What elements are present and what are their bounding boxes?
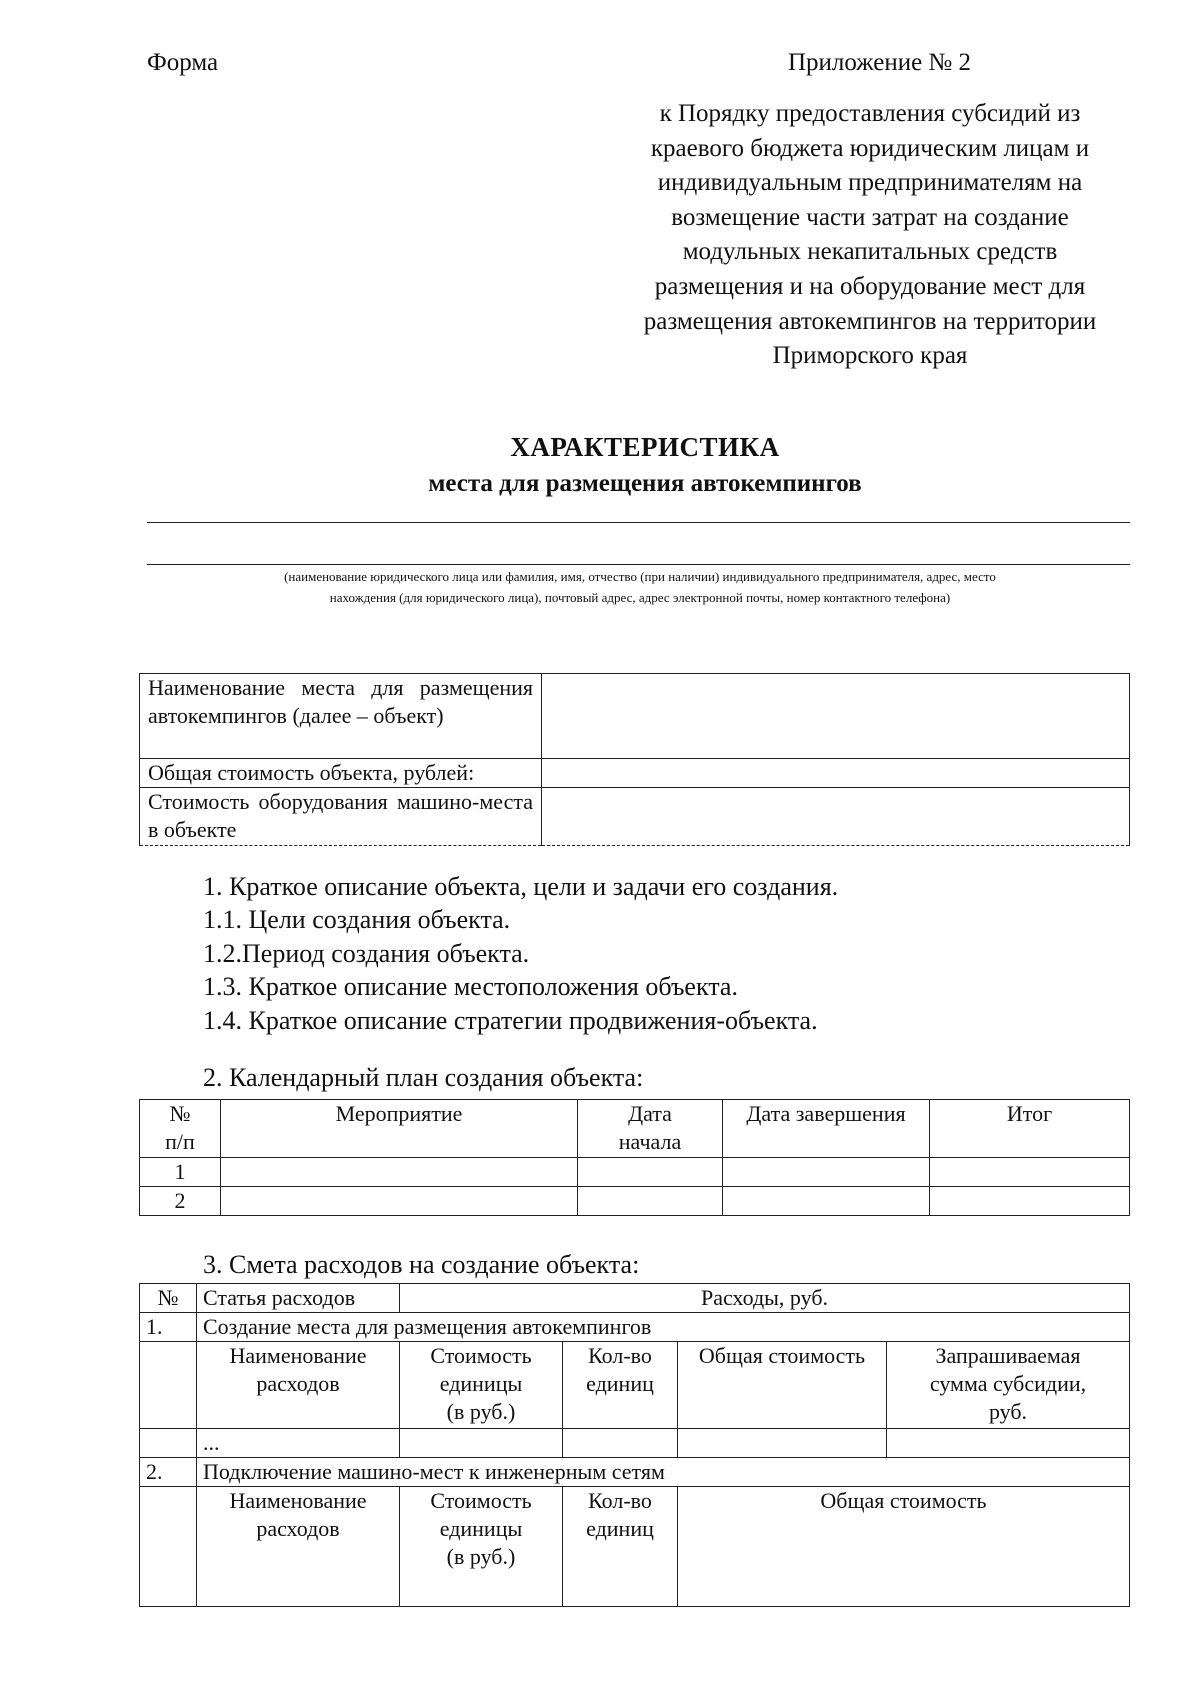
calendar-row-number: 1: [140, 1158, 221, 1187]
appendix-line: к Порядку предоставления субсидий из: [659, 100, 1081, 127]
appendix-line: размещения автокемпингов на территории: [643, 307, 1097, 335]
calendar-cell: [221, 1187, 578, 1216]
budget-cell: [140, 1342, 197, 1429]
budget-sub-quantity: Кол-во единиц: [563, 1487, 678, 1607]
budget-col-item: Статья расходов: [197, 1284, 400, 1313]
budget-sub-unit-cost: Стоимость единицы (в руб.): [400, 1342, 563, 1429]
calendar-col-end: Дата завершения: [723, 1100, 930, 1158]
object-total-cost-value: [542, 759, 1130, 788]
budget-ellipsis: ...: [197, 1429, 400, 1458]
calendar-cell: [578, 1187, 723, 1216]
appendix-line: краевого бюджета юридическим лицам и: [650, 134, 1090, 162]
appendix-number: Приложение № 2: [788, 49, 972, 76]
calendar-cell: [723, 1158, 930, 1187]
calendar-cell: [930, 1158, 1130, 1187]
fill-line: [147, 522, 1130, 523]
budget-sub-name: Наименование расходов: [197, 1487, 400, 1607]
calendar-col-result: Итог: [930, 1100, 1130, 1158]
calendar-col-start: Дата начала: [578, 1100, 723, 1158]
appendix-line: возмещение части затрат на создание: [671, 203, 1069, 231]
budget-section-title: Создание места для размещения автокемпингов: [197, 1313, 1130, 1342]
budget-sub-total: Общая стоимость: [678, 1342, 887, 1429]
calendar-cell: [578, 1158, 723, 1187]
description-item: 1.1. Цели создания объекта.: [203, 905, 511, 935]
appendix-line: размещения и на оборудование мест для: [654, 272, 1086, 300]
caption-line: (наименование юридического лица или фамилия, имя, отчество (при наличии) индивидуального предпринимателя, адрес, место: [284, 569, 996, 584]
budget-cell: [887, 1429, 1130, 1458]
appendix-line: модульных некапитальных средств: [682, 238, 1058, 266]
document-title: ХАРАКТЕРИСТИКА: [510, 432, 780, 462]
budget-cell: [400, 1429, 563, 1458]
calendar-cell: [930, 1187, 1130, 1216]
calendar-col-activity: Мероприятие: [221, 1100, 578, 1158]
budget-cell: [140, 1429, 197, 1458]
calendar-row-number: 2: [140, 1187, 221, 1216]
calendar-cell: [723, 1187, 930, 1216]
calendar-heading: 2. Календарный план создания объекта:: [203, 1063, 644, 1092]
budget-table: [139, 1283, 1130, 1607]
calendar-col-number: № п/п: [140, 1100, 221, 1158]
object-info-table: [139, 673, 1130, 846]
document-subtitle: места для размещения автокемпингов: [428, 470, 862, 497]
budget-sub-quantity: Кол-во единиц: [563, 1342, 678, 1429]
caption-line: нахождения (для юридического лица), почтовый адрес, адрес электронной почты, номер контактного телефона): [329, 590, 951, 605]
fill-line: [147, 564, 1130, 565]
budget-sub-requested: Запрашиваемая сумма субсидии, руб.: [887, 1342, 1130, 1429]
budget-section-number: 2.: [140, 1458, 197, 1487]
calendar-plan-table: [139, 1099, 1130, 1216]
appendix-line: Приморского края: [772, 342, 968, 370]
form-label: Форма: [147, 49, 219, 76]
budget-sub-unit-cost: Стоимость единицы (в руб.): [400, 1487, 563, 1607]
budget-cell: [563, 1429, 678, 1458]
appendix-line: индивидуальным предпринимателям на: [657, 169, 1083, 197]
budget-cell: [678, 1429, 887, 1458]
budget-col-expenses: Расходы, руб.: [400, 1284, 1130, 1313]
budget-sub-total: Общая стоимость: [678, 1487, 1130, 1607]
appendix-reference: [600, 97, 1140, 374]
calendar-cell: [221, 1158, 578, 1187]
object-total-cost-label: Общая стоимость объекта, рублей:: [140, 759, 542, 788]
budget-section-title: Подключение машино-мест к инженерным сетям: [197, 1458, 1130, 1487]
description-item: 1.3. Краткое описание местоположения объекта.: [203, 972, 738, 1002]
object-description-list: [203, 870, 838, 1037]
description-item: 1.2.Период создания объекта.: [203, 938, 530, 968]
description-item: 1. Краткое описание объекта, цели и задачи его создания.: [203, 872, 839, 901]
applicant-caption: [150, 566, 1130, 608]
budget-cell: [140, 1487, 197, 1607]
description-item: 1.4. Краткое описание стратегии продвижения-объекта.: [203, 1005, 818, 1035]
budget-col-number: №: [140, 1284, 197, 1313]
budget-section-number: 1.: [140, 1313, 197, 1342]
parking-space-cost-label: Стоимость оборудования машино-места в объекте: [140, 788, 542, 846]
budget-sub-name: Наименование расходов: [197, 1342, 400, 1429]
parking-space-cost-value: [542, 788, 1130, 846]
budget-heading: 3. Смета расходов на создание объекта:: [203, 1250, 640, 1279]
object-name-value: [542, 674, 1130, 759]
object-name-label: Наименование места для размещения автокемпингов (далее – объект): [140, 674, 542, 759]
